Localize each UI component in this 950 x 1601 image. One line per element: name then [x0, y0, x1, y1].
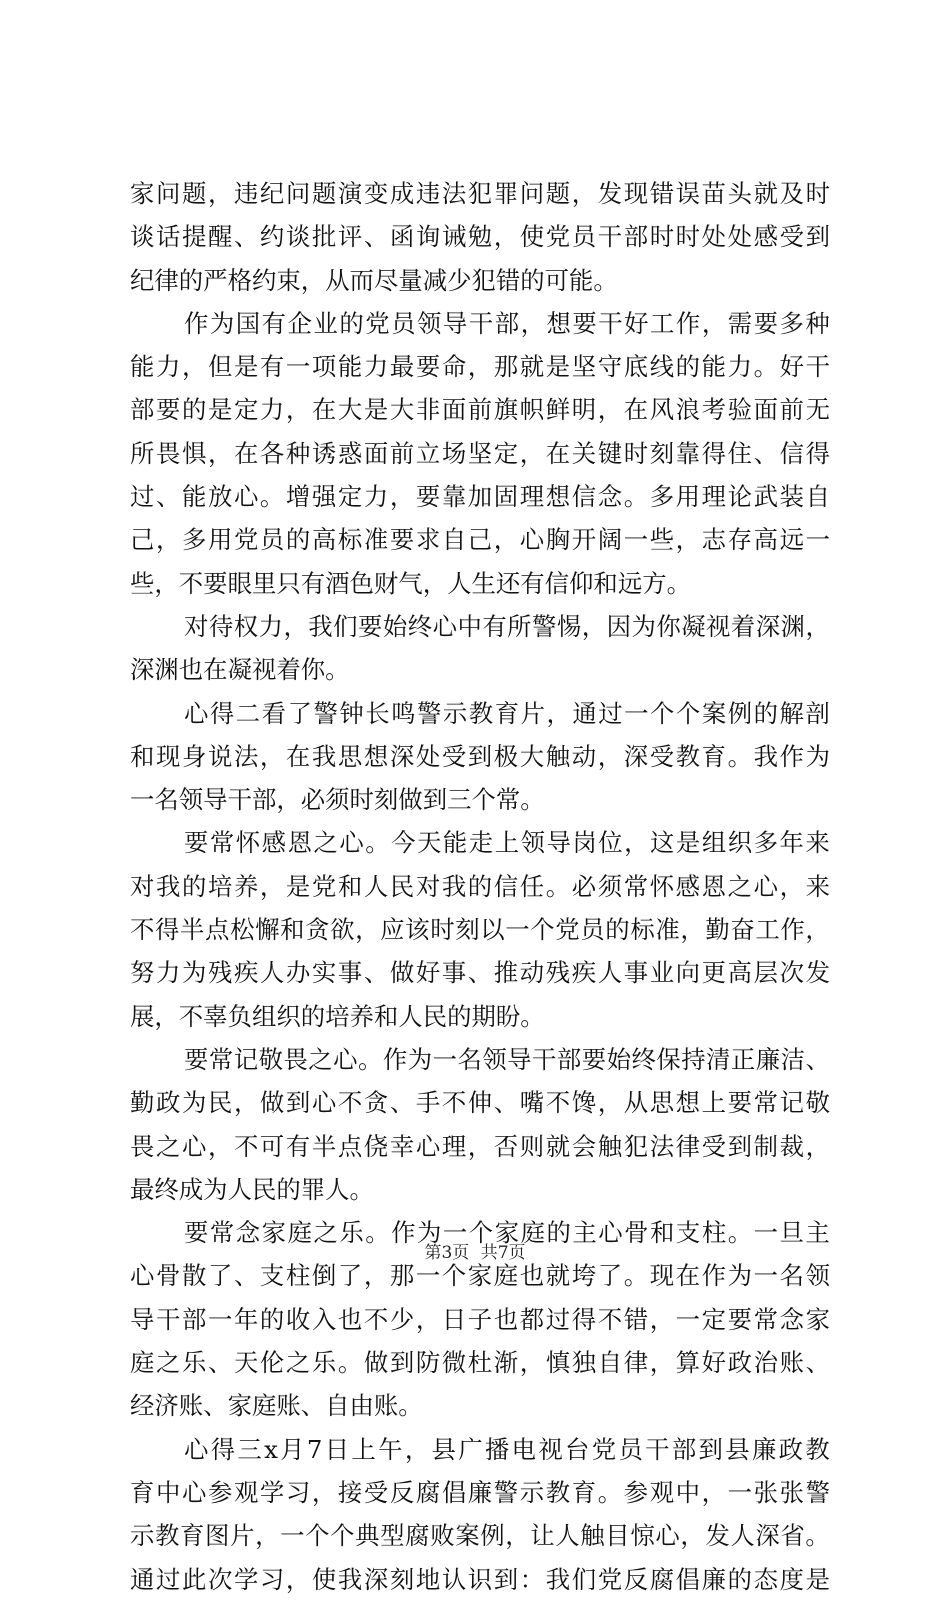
text-line: 导 干 部 一 年 的 收 入 也 不 少 ， 日 子 也 都 过 得 不 错 ， 一 定 要 常 念 家 — [130, 1304, 830, 1334]
text-line: 谈 话 提 醒 、 约 谈 批 评 、 函 询 诫 勉 ， 使 党 员 干 部 时 时 处 处 感 受 到 — [130, 222, 830, 252]
text-line: 要 常 记 敬 畏 之 心 。 作 为 一 名 领 导 干 部 要 始 终 保 持 清 正 廉 洁 、 — [184, 1044, 830, 1074]
text-line: 要 常 念 家 庭 之 乐 。 作 为 一 个 家 庭 的 主 心 骨 和 支 柱 。 一 旦 主 — [184, 1218, 830, 1248]
text-line: 和 现 身 说 法 ， 在 我 思 想 深 处 受 到 极 大 触 动 ， 深 受 教 育 。 我 作 为 — [130, 741, 830, 771]
text-line: 所 畏 惧 ， 在 各 种 诱 惑 面 前 立 场 坚 定 ， 在 关 键 时 刻 靠 得 住 、 信 得 — [130, 438, 830, 468]
text-line: 心 得 二 看 了 警 钟 长 鸣 警 示 教 育 片 ， 通 过 一 个 个 案 例 的 解 剖 — [184, 698, 830, 728]
text-line: 心 骨 散 了 、 支 柱 倒 了 ， 那 一 个 家 庭 也 就 垮 了 。 现 在 作 为 一 名 领 — [130, 1261, 830, 1291]
text-line: 对 我 的 培 养 ， 是 党 和 人 民 对 我 的 信 任 。 必 须 常 怀 感 恩 之 心 ， 来 — [130, 871, 830, 901]
text-line: 一名领导干部，必须时刻做到三个常。 — [130, 785, 545, 815]
text-line: 展，不辜负组织的培养和人民的期盼。 — [130, 1001, 545, 1031]
page-number: 第3页 — [424, 1243, 470, 1263]
text-line: 家 问 题 ， 违 纪 问 题 演 变 成 违 法 犯 罪 问 题 ， 发 现 错 误 苗 头 就 及 时 — [130, 179, 830, 208]
text-line: 要 常 怀 感 恩 之 心 。 今 天 能 走 上 领 导 岗 位 ， 这 是 组 织 多 年 来 — [184, 828, 830, 858]
text-line: 畏 之 心 ， 不 可 有 半 点 侥 幸 心 理 ， 否 则 就 会 触 犯 法 律 受 到 制 裁 ， — [130, 1131, 830, 1161]
document-body — [130, 172, 830, 1601]
text-line: 对 待 权 力 ， 我 们 要 始 终 心 中 有 所 警 惕 ， 因 为 你 凝 视 着 深 渊 ， — [184, 611, 830, 641]
text-line: 不 得 半 点 松 懈 和 贪 欲 ， 应 该 时 刻 以 一 个 党 员 的 标 准 ， 勤 奋 工 作 ， — [130, 915, 830, 945]
text-line: 部 要 的 是 定 力 ， 在 大 是 大 非 面 前 旗 帜 鲜 明 ， 在 风 浪 考 验 面 前 无 — [130, 395, 830, 425]
text-line: 最终成为人民的罪人。 — [130, 1174, 374, 1204]
text-line: 过 、 能 放 心 。 增 强 定 力 ， 要 靠 加 固 理 想 信 念 。 多 用 理 论 武 装 自 — [130, 482, 830, 512]
text-line: 心 得 三 x 月 7 日 上 午 ， 县 广 播 电 视 台 党 员 干 部 到 县 廉 政 教 — [184, 1434, 830, 1464]
text-line: 庭 之 乐 、 天 伦 之 乐 。 做 到 防 微 杜 渐 ， 慎 独 自 律 ， 算 好 政 治 账 、 — [130, 1348, 830, 1378]
text-line: 纪律的严格约束，从而尽量减少犯错的可能。 — [130, 265, 618, 295]
text-line: 通 过 此 次 学 习 ， 使 我 深 刻 地 认 识 到 ： 我 们 党 反 腐 倡 廉 的 态 度 是 — [130, 1564, 830, 1594]
text-line: 育 中 心 参 观 学 习 ， 接 受 反 腐 倡 廉 警 示 教 育 。 参 观 中 ， 一 张 张 警 — [130, 1477, 830, 1507]
text-line: 己 ， 多 用 党 员 的 高 标 准 要 求 自 己 ， 心 胸 开 阔 一 些 ， 志 存 高 远 一 — [130, 525, 830, 555]
text-line: 些，不要眼里只有酒色财气，人生还有信仰和远方。 — [130, 568, 691, 598]
text-line: 能 力 ， 但 是 有 一 项 能 力 最 要 命 ， 那 就 是 坚 守 底 线 的 能 力 。 好 干 — [130, 352, 830, 382]
text-line: 经济账、家庭账、自由账。 — [130, 1391, 423, 1421]
text-line: 勤 政 为 民 ， 做 到 心 不 贪 、 手 不 伸 、 嘴 不 馋 ， 从 思 想 上 要 常 记 敬 — [130, 1088, 830, 1118]
text-line: 深渊也在凝视着你。 — [130, 655, 350, 685]
page-footer — [0, 1238, 950, 1263]
page-total: 共7页 — [480, 1243, 526, 1263]
text-line: 作 为 国 有 企 业 的 党 员 领 导 干 部 ， 想 要 干 好 工 作 ， 需 要 多 种 — [184, 308, 830, 338]
text-line: 示 教 育 图 片 ， 一 个 个 典 型 腐 败 案 例 ， 让 人 触 目 惊 心 ， 发 人 深 省 。 — [130, 1521, 830, 1551]
text-line: 努 力 为 残 疾 人 办 实 事 、 做 好 事 、 推 动 残 疾 人 事 业 向 更 高 层 次 发 — [130, 958, 830, 988]
